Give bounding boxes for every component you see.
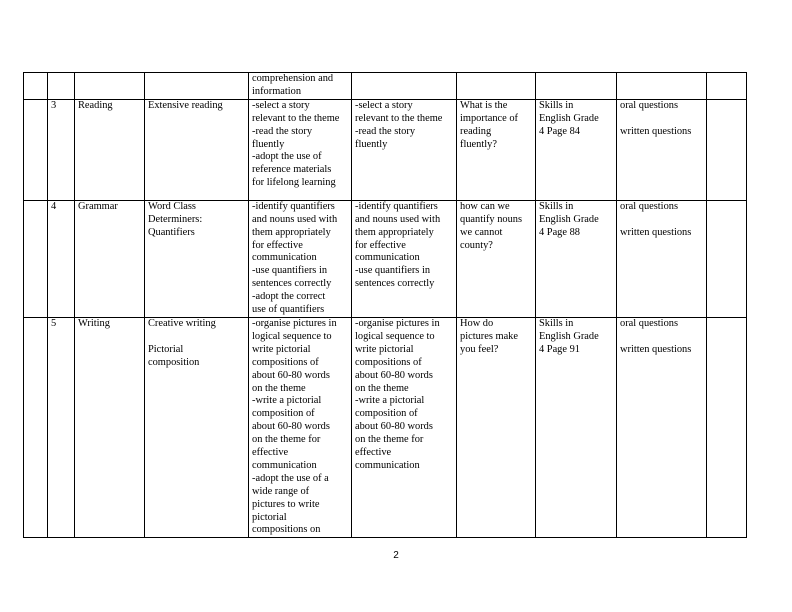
learning-experiences-cell bbox=[352, 73, 457, 100]
assessment-cell bbox=[617, 73, 707, 100]
learning-outcomes-cell: comprehension and information bbox=[249, 73, 352, 100]
strand-cell: Grammar bbox=[75, 200, 145, 317]
resources-cell bbox=[536, 73, 617, 100]
week-cell bbox=[24, 73, 48, 100]
week-cell bbox=[24, 317, 48, 537]
sub-strand-cell bbox=[145, 73, 249, 100]
table-row bbox=[24, 200, 747, 317]
week-cell bbox=[24, 200, 48, 317]
lesson-cell: 5 bbox=[48, 317, 75, 537]
lesson-cell: 3 bbox=[48, 99, 75, 200]
resources-cell: Skills in English Grade 4 Page 91 bbox=[536, 317, 617, 537]
sub-strand-cell: Creative writing Pictorial composition bbox=[145, 317, 249, 537]
resources-cell: Skills in English Grade 4 Page 88 bbox=[536, 200, 617, 317]
learning-outcomes-cell: -organise pictures in logical sequence to write pictorial compositions of about 60-80 words on the theme -write a pictorial composition of about 60-80 words on the theme for effective communication -adopt the use of a wide range of pictures to write pictorial compositions on bbox=[249, 317, 352, 537]
week-cell bbox=[24, 99, 48, 200]
page-number: 2 bbox=[393, 550, 399, 561]
remarks-cell bbox=[707, 99, 747, 200]
strand-cell: Reading bbox=[75, 99, 145, 200]
resources-cell: Skills in English Grade 4 Page 84 bbox=[536, 99, 617, 200]
learning-experiences-cell: -select a story relevant to the theme -read the story fluently bbox=[352, 99, 457, 200]
scheme-of-work-table bbox=[23, 72, 747, 538]
remarks-cell bbox=[707, 317, 747, 537]
strand-cell bbox=[75, 73, 145, 100]
table-row bbox=[24, 73, 747, 100]
lesson-cell bbox=[48, 73, 75, 100]
sub-strand-cell: Extensive reading bbox=[145, 99, 249, 200]
assessment-cell: oral questions written questions bbox=[617, 200, 707, 317]
remarks-cell bbox=[707, 73, 747, 100]
table-row bbox=[24, 317, 747, 537]
table-row bbox=[24, 99, 747, 200]
key-inquiry-question-cell: how can we quantify nouns we cannot county? bbox=[457, 200, 536, 317]
key-inquiry-question-cell: What is the importance of reading fluently? bbox=[457, 99, 536, 200]
learning-outcomes-cell: -select a story relevant to the theme -read the story fluently -adopt the use of reference materials for lifelong learning bbox=[249, 99, 352, 200]
assessment-cell: oral questions written questions bbox=[617, 99, 707, 200]
learning-experiences-cell: -identify quantifiers and nouns used with them appropriately for effective communication -use quantifiers in sentences correctly bbox=[352, 200, 457, 317]
learning-experiences-cell: -organise pictures in logical sequence to write pictorial compositions of about 60-80 words on the theme -write a pictorial composition of about 60-80 words on the theme for effective communication bbox=[352, 317, 457, 537]
assessment-cell: oral questions written questions bbox=[617, 317, 707, 537]
lesson-cell: 4 bbox=[48, 200, 75, 317]
key-inquiry-question-cell bbox=[457, 73, 536, 100]
sub-strand-cell: Word Class Determiners: Quantifiers bbox=[145, 200, 249, 317]
learning-outcomes-cell: -identify quantifiers and nouns used with them appropriately for effective communication -use quantifiers in sentences correctly -adopt the correct use of quantifiers bbox=[249, 200, 352, 317]
remarks-cell bbox=[707, 200, 747, 317]
strand-cell: Writing bbox=[75, 317, 145, 537]
key-inquiry-question-cell: How do pictures make you feel? bbox=[457, 317, 536, 537]
